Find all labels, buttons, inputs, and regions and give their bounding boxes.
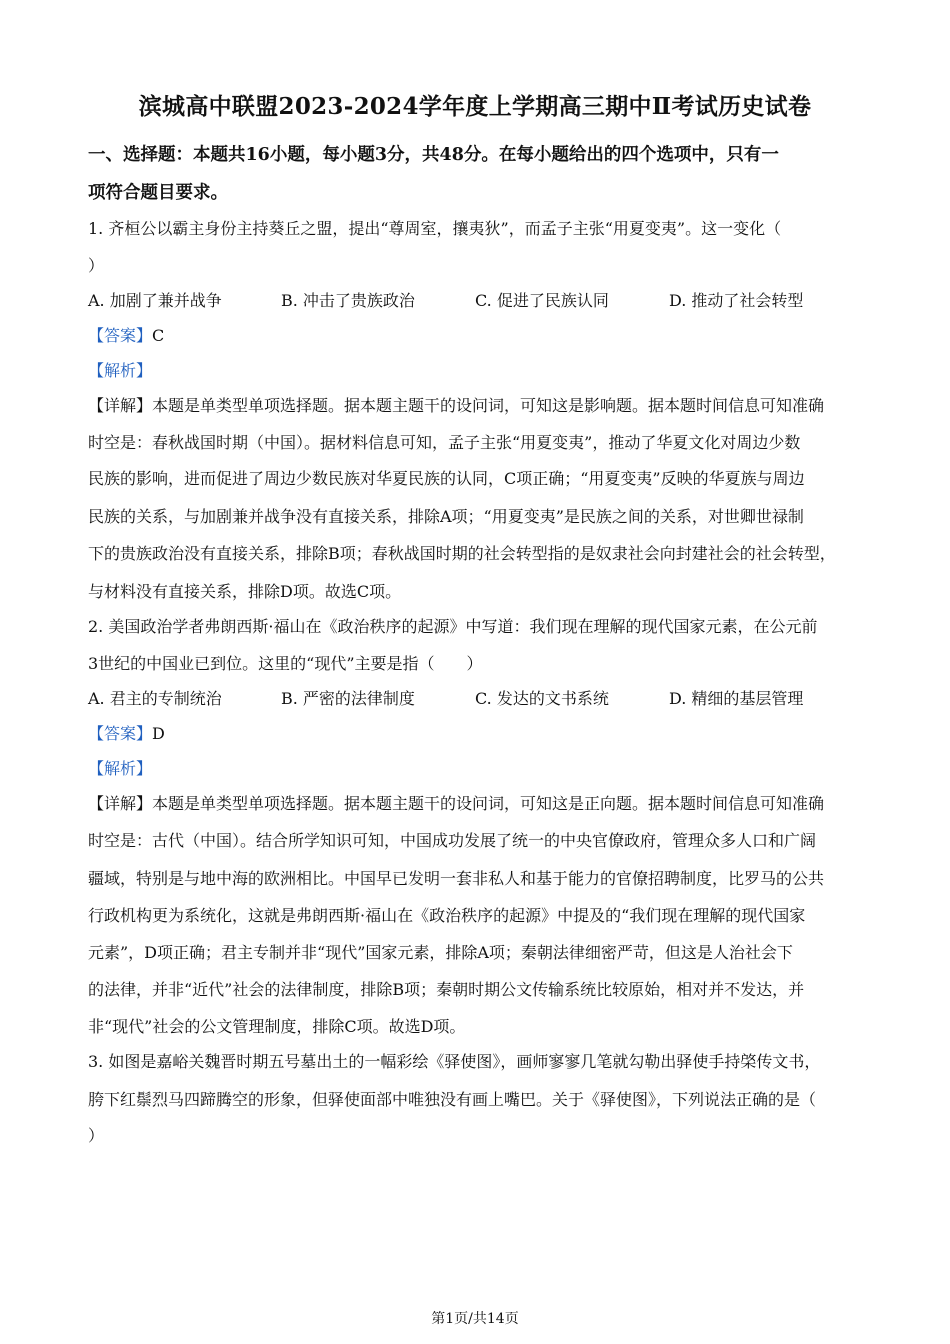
q2-detail-line: 非“现代”社会的公文管理制度，排除C项。故选D项。: [88, 1017, 466, 1036]
q2-detail-line: [88, 794, 868, 814]
q2-option-b: B. 严密的法律制度: [281, 689, 415, 708]
q2-detail-line: 时空是：古代（中国）。结合所学知识可知，中国成功发展了统一的中央官僚政府，管理众多人口和广阔: [88, 831, 817, 850]
q1-stem-line2: ）: [88, 256, 105, 275]
q2-answer-value: D: [152, 724, 165, 743]
q3-stem-line1: 3. 如图是嘉峪关魏晋时期五号墓出土的一幅彩绘《驿使图》，画师寥寥几笔就勾勒出驿使手持棨传文书，: [88, 1052, 821, 1071]
detail-tag: 【详解】: [88, 396, 153, 415]
page-footer: 第1页/共14页: [431, 1311, 519, 1327]
q1-option-d: D. 推动了社会转型: [669, 291, 804, 310]
q2-detail-text: 本题是单类型单项选择题。据本题主题干的设问词，可知这是正向题。据本题时间信息可知准确: [152, 794, 825, 813]
q1-detail-line: 与材料没有直接关系，排除D项。故选C项。: [88, 582, 402, 601]
q2-stem-line1: 2. 美国政治学者弗朗西斯·福山在《政治秩序的起源》中写道：我们现在理解的现代国家元素，在公元前: [88, 617, 818, 636]
q2-stem-line2: 3世纪的中国业已到位。这里的“现代”主要是指（ ）: [88, 654, 483, 673]
q2-detail-line: 元素”，D项正确；君主专制并非“现代”国家元素，排除A项；秦朝法律细密严苛，但这是人治社会下: [88, 943, 793, 962]
q1-detail-line: 民族的影响，进而促进了周边少数民族对华夏民族的认同，C项正确；“用夏变夷”反映的华夏族与周边: [88, 469, 805, 488]
q2-answer: [88, 724, 868, 744]
q2-option-c: C. 发达的文书系统: [475, 689, 609, 708]
q3-stem-line2: 胯下红鬃烈马四蹄腾空的形象，但驿使面部中唯独没有画上嘴巴。关于《驿使图》，下列说法正确的是（: [88, 1090, 817, 1109]
page-title: 滨城高中联盟2023-2024学年度上学期高三期中Ⅱ考试历史试卷: [138, 93, 812, 120]
q2-detail-line: 行政机构更为系统化，这就是弗朗西斯·福山在《政治秩序的起源》中提及的“我们现在理解的现代国家: [88, 906, 806, 925]
q1-detail-text: 本题是单类型单项选择题。据本题主题干的设问词，可知这是影响题。据本题时间信息可知准确: [152, 396, 825, 415]
section-heading-line2: 项符合题目要求。: [88, 183, 228, 203]
q3-stem-line3: ）: [88, 1126, 105, 1145]
q2-detail-line: 的法律，并非“近代”社会的法律制度，排除B项；秦朝时期公文传输系统比较原始，相对并不发达，并: [88, 980, 805, 999]
q1-answer-value: C: [152, 326, 165, 345]
q1-detail-line: 下的贵族政治没有直接关系，排除B项；春秋战国时期的社会转型指的是奴隶社会向封建社会的社会转型，: [88, 544, 836, 563]
q1-detail-line: 时空是：春秋战国时期（中国）。据材料信息可知，孟子主张“用夏变夷”，推动了华夏文化对周边少数: [88, 433, 801, 452]
q1-option-c: C. 促进了民族认同: [475, 291, 609, 310]
q2-analysis-tag: 【解析】: [88, 759, 153, 778]
section-heading-line1: 一、选择题：本题共16小题，每小题3分，共48分。在每小题给出的四个选项中，只有一: [88, 145, 779, 165]
answer-tag: 【答案】: [88, 724, 153, 743]
q1-option-a: A. 加剧了兼并战争: [88, 291, 222, 310]
q1-answer: [88, 326, 868, 346]
q1-analysis-tag: 【解析】: [88, 361, 153, 380]
q1-detail-line: 民族的关系，与加剧兼并战争没有直接关系，排除A项；“用夏变夷”是民族之间的关系，对世卿世禄制: [88, 507, 804, 526]
q1-option-b: B. 冲击了贵族政治: [281, 291, 415, 310]
q1-stem-line1: 1. 齐桓公以霸主身份主持葵丘之盟，提出“尊周室，攘夷狄”，而孟子主张“用夏变夷”。这一变化（: [88, 219, 782, 238]
answer-tag: 【答案】: [88, 326, 153, 345]
q2-detail-line: 疆域，特别是与地中海的欧洲相比。中国早已发明一套非私人和基于能力的官僚招聘制度，比罗马的公共: [88, 869, 825, 888]
q2-option-d: D. 精细的基层管理: [669, 689, 804, 708]
q2-option-a: A. 君主的专制统治: [88, 689, 222, 708]
detail-tag: 【详解】: [88, 794, 153, 813]
q1-detail-line: [88, 396, 868, 416]
